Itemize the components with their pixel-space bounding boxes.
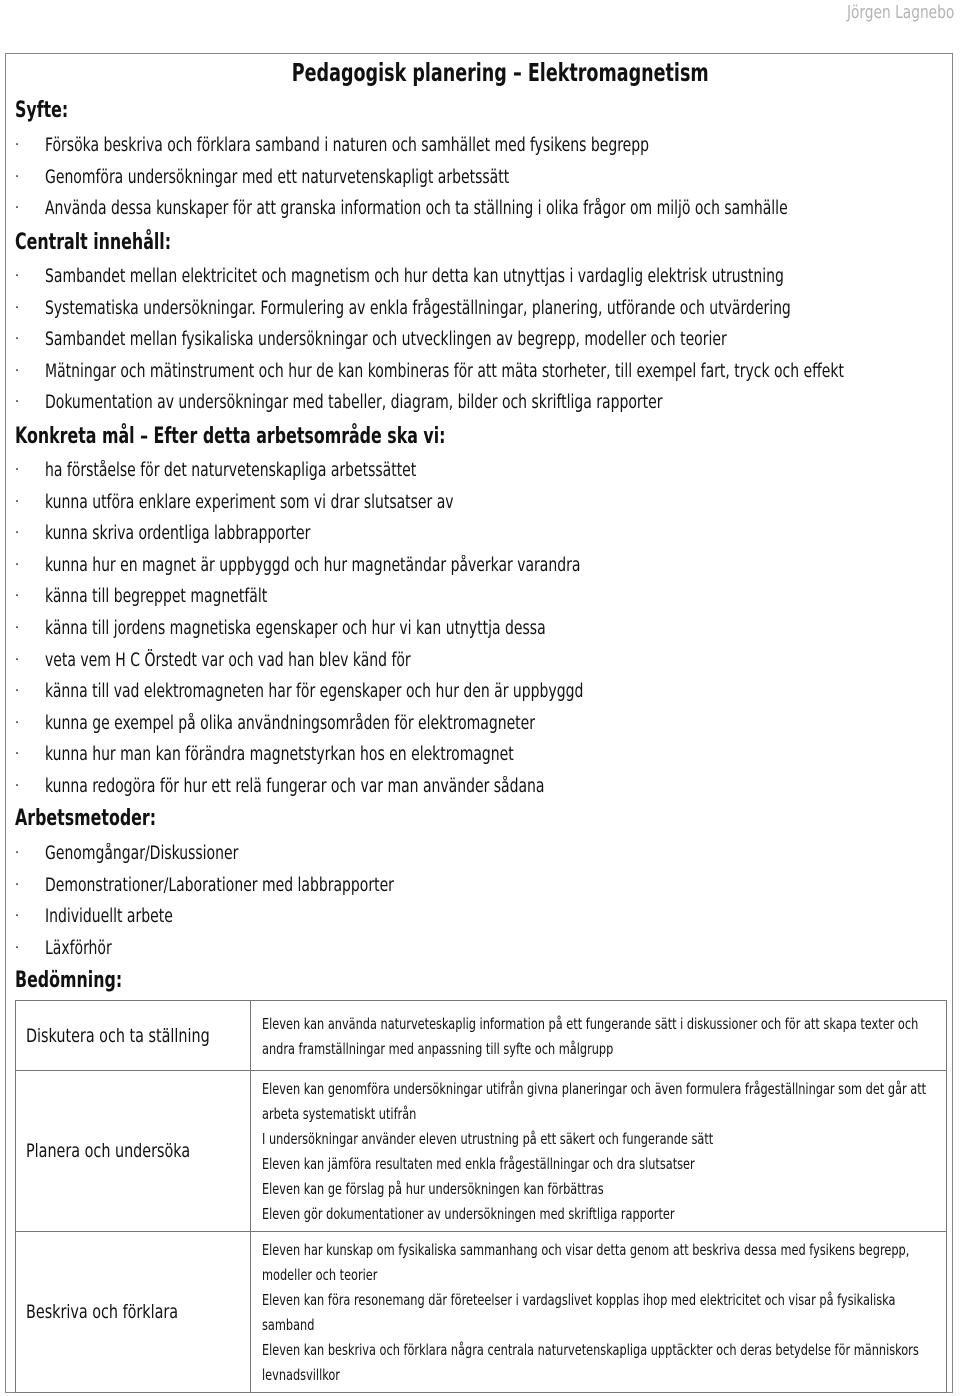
list-item-text: Genomgångar/Diskussioner — [45, 843, 239, 864]
list-item-text: kunna hur man kan förändra magnetstyrkan hos en elektromagnet — [45, 744, 514, 766]
bullet-icon: · — [15, 299, 19, 316]
list-item — [12, 324, 960, 356]
list-item-text: Sambandet mellan elektricitet och magnetism och hur detta kan utnyttjas i vardaglig elektrisk utrustning — [45, 266, 784, 287]
bullet-icon: · — [15, 493, 19, 510]
list-item — [12, 487, 686, 519]
criteria-text: Eleven kan ge förslag på hur undersökningen kan förbättras — [262, 1180, 604, 1198]
list-item — [12, 293, 960, 325]
list-item-text: kunna ge exempel på olika användningsområden för elektromagneter — [45, 712, 536, 734]
bullet-icon: · — [15, 394, 19, 411]
list-item — [12, 901, 460, 933]
assessment-criteria-cell — [251, 1071, 947, 1232]
syfte-heading: Syfte: — [15, 98, 69, 123]
list-item — [12, 356, 960, 388]
list-item — [12, 676, 686, 708]
criteria-text: Eleven kan använda naturveteskaplig information på ett fungerande sätt i diskussioner och för att skapa texter och andra framställningar med anpassning till syfte och målgrupp — [262, 1014, 919, 1058]
criteria-text: Eleven gör dokumentationer av undersökningen med skriftliga rapporter — [262, 1205, 675, 1223]
bullet-icon: · — [15, 939, 19, 956]
list-item-text: ha förståelse för det naturvetenskapliga arbetssättet — [45, 460, 417, 481]
list-item — [12, 838, 460, 870]
list-item-text: veta vem H C Örstedt var och vad han blev känd för — [45, 649, 411, 671]
criteria-text: Eleven kan föra resonemang där företeelser i vardagslivet kopplas ihop med elektricitet och visar på fysikaliska samband — [262, 1291, 896, 1334]
bullet-icon: · — [15, 168, 19, 185]
bullet-icon: · — [15, 588, 19, 605]
list-item-text: kunna skriva ordentliga labbrapporter — [45, 523, 311, 545]
bullet-icon: · — [15, 746, 19, 763]
list-item-text: Dokumentation av undersökningar med tabeller, diagram, bilder och skriftliga rapporter — [45, 392, 663, 414]
list-item-text: känna till vad elektromagneten har för egenskaper och hur den är uppbyggd — [45, 681, 584, 703]
mal-heading: Konkreta mål – Efter detta arbetsområde ska vi: — [15, 424, 446, 449]
criteria-text: Eleven kan jämföra resultaten med enkla frågeställningar och dra slutsatser — [262, 1155, 695, 1173]
list-item-text: Försöka beskriva och förklara samband i naturen och samhället med fysikens begrepp — [45, 135, 649, 156]
list-item — [12, 193, 929, 225]
author-name: Jörgen Lagnebo — [846, 2, 954, 23]
bullet-icon: · — [15, 331, 19, 348]
bullet-icon: · — [15, 362, 19, 379]
list-item — [12, 387, 960, 419]
list-item — [12, 581, 686, 613]
bullet-icon: · — [15, 200, 19, 217]
bullet-icon: · — [15, 556, 19, 573]
bullet-icon: · — [15, 683, 19, 700]
list-item — [12, 771, 686, 803]
assessment-table — [15, 1000, 947, 1393]
list-item — [12, 261, 960, 293]
page-title — [0, 58, 960, 87]
assessment-label: Planera och undersöka — [26, 1140, 191, 1162]
bullet-icon: · — [15, 525, 19, 542]
criteria-text: Eleven kan genomföra undersökningar utifrån givna planeringar och även formulera frågeställningar som det går att arbeta systematiskt utifrån — [262, 1080, 927, 1123]
metoder-list — [12, 838, 460, 964]
centralt-list — [12, 261, 960, 419]
list-item-text: känna till jordens magnetiska egenskaper och hur vi kan utnyttja dessa — [45, 617, 546, 639]
list-item-text: känna till begreppet magnetfält — [45, 586, 268, 608]
assessment-label-cell — [16, 1071, 251, 1232]
centralt-heading: Centralt innehåll: — [15, 230, 172, 255]
list-item-text: Mätningar och mätinstrument och hur de kan kombineras för att mäta storheter, till exempel fart, tryck och effekt — [45, 360, 844, 382]
table-row — [16, 1071, 947, 1232]
list-item — [12, 518, 686, 550]
bullet-icon: · — [15, 908, 19, 925]
assessment-label: Diskutera och ta ställning — [26, 1024, 210, 1047]
assessment-label: Beskriva och förklara — [26, 1301, 179, 1323]
list-item-text: Läxförhör — [45, 937, 112, 959]
list-item — [12, 933, 460, 965]
syfte-list — [12, 130, 929, 225]
bullet-icon: · — [15, 714, 19, 731]
list-item-text: kunna hur en magnet är uppbyggd och hur magnetändar påverkar varandra — [45, 554, 581, 576]
assessment-label-cell — [16, 1001, 251, 1071]
list-item — [12, 870, 460, 902]
list-item — [12, 130, 929, 162]
list-item — [12, 550, 686, 582]
bullet-icon: · — [15, 876, 19, 893]
list-item-text: Använda dessa kunskaper för att granska information och ta ställning i olika frågor om miljö och samhälle — [45, 198, 788, 220]
bullet-icon: · — [15, 777, 19, 794]
list-item — [12, 645, 686, 677]
bullet-icon: · — [15, 462, 19, 478]
list-item — [12, 162, 929, 194]
list-item-text: Sambandet mellan fysikaliska undersökningar och utvecklingen av begrepp, modeller och teorier — [45, 329, 727, 351]
list-item-text: kunna utföra enklare experiment som vi drar slutsatser av — [45, 491, 454, 513]
page-title-text: Pedagogisk planering – Elektromagnetism — [291, 58, 709, 87]
list-item — [12, 613, 686, 645]
list-item-text: Genomföra undersökningar med ett naturvetenskapligt arbetssätt — [45, 166, 510, 188]
bullet-icon: · — [15, 845, 19, 861]
bedomning-heading: Bedömning: — [15, 968, 123, 993]
assessment-label-cell — [16, 1232, 251, 1393]
table-row — [16, 1001, 947, 1071]
list-item — [12, 708, 686, 740]
assessment-criteria-cell — [251, 1232, 947, 1393]
list-item — [12, 455, 686, 487]
metoder-heading: Arbetsmetoder: — [15, 806, 157, 831]
criteria-text: Eleven har kunskap om fysikaliska sammanhang och visar detta genom att beskriva dessa med fysikens begrepp, modeller och teorier — [262, 1241, 910, 1284]
bullet-icon: · — [15, 268, 19, 284]
bullet-icon: · — [15, 137, 19, 153]
list-item-text: Demonstrationer/Laborationer med labbrapporter — [45, 874, 394, 896]
list-item — [12, 739, 686, 771]
list-item-text: Systematiska undersökningar. Formulering av enkla frågeställningar, planering, utförande och utvärdering — [45, 297, 791, 319]
criteria-text: I undersökningar använder eleven utrustning på ett säkert och fungerande sätt — [262, 1130, 714, 1148]
list-item-text: kunna redogöra för hur ett relä fungerar och var man använder sådana — [45, 775, 545, 797]
bullet-icon: · — [15, 651, 19, 668]
list-item-text: Individuellt arbete — [45, 906, 173, 928]
table-row — [16, 1232, 947, 1393]
assessment-criteria-cell — [251, 1001, 947, 1071]
criteria-text: Eleven kan beskriva och förklara några centrala naturvetenskapliga upptäckter och deras betydelse för människors levnadsvillkor — [262, 1341, 919, 1384]
bullet-icon: · — [15, 619, 19, 636]
mal-list — [12, 455, 686, 803]
